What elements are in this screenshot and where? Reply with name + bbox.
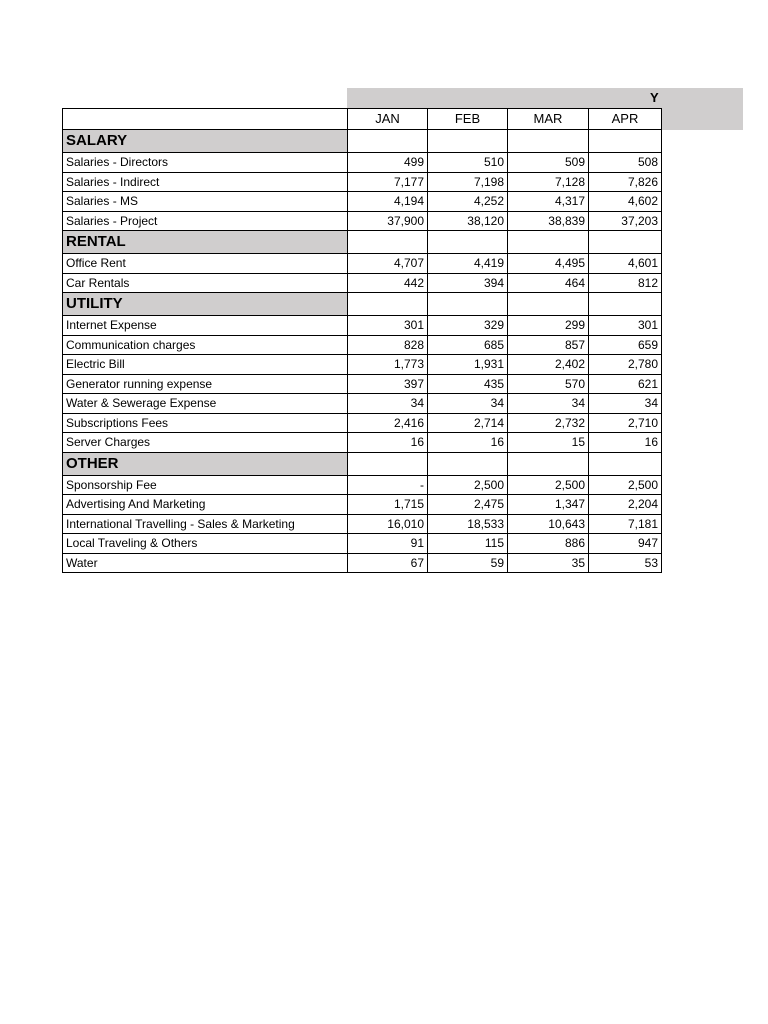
category-empty-cell [428,130,508,153]
row-label: Advertising And Marketing [63,495,348,515]
row-label: Salaries - Indirect [63,172,348,192]
value-cell-feb: 1,931 [428,355,508,375]
row-label: Subscriptions Fees [63,413,348,433]
value-cell-jan: 301 [348,316,428,336]
table-row [63,413,662,433]
category-empty-cell [428,231,508,254]
category-empty-cell [348,231,428,254]
category-empty-cell [348,452,428,475]
category-empty-cell [348,293,428,316]
value-cell-mar: 509 [508,153,589,173]
table-row [63,514,662,534]
row-label: Sponsorship Fee [63,475,348,495]
table-row [63,475,662,495]
value-cell-mar: 857 [508,335,589,355]
category-empty-cell [508,130,589,153]
row-label: Local Traveling & Others [63,534,348,554]
value-cell-apr: 659 [589,335,662,355]
category-row-rental [63,231,662,254]
value-cell-jan: 499 [348,153,428,173]
month-header-row [63,109,662,130]
value-cell-apr: 2,780 [589,355,662,375]
category-title: RENTAL [63,231,348,254]
value-cell-mar: 1,347 [508,495,589,515]
value-cell-apr: 2,500 [589,475,662,495]
value-cell-mar: 35 [508,553,589,573]
year-header-label: Y [650,90,659,105]
value-cell-jan: 34 [348,394,428,414]
expense-table [62,108,662,573]
category-row-utility [63,293,662,316]
value-cell-jan: 91 [348,534,428,554]
month-header-apr: APR [589,109,662,130]
value-cell-feb: 2,475 [428,495,508,515]
value-cell-mar: 4,317 [508,192,589,212]
category-row-other [63,452,662,475]
value-cell-jan: 828 [348,335,428,355]
value-cell-apr: 4,601 [589,254,662,274]
value-cell-jan: 442 [348,273,428,293]
row-label: Water & Sewerage Expense [63,394,348,414]
value-cell-jan: 4,707 [348,254,428,274]
table-row [63,394,662,414]
row-label: Car Rentals [63,273,348,293]
value-cell-apr: 16 [589,433,662,453]
table-row [63,495,662,515]
value-cell-apr: 7,826 [589,172,662,192]
value-cell-feb: 510 [428,153,508,173]
category-empty-cell [589,130,662,153]
value-cell-jan: 4,194 [348,192,428,212]
value-cell-apr: 301 [589,316,662,336]
table-row [63,153,662,173]
value-cell-feb: 115 [428,534,508,554]
value-cell-feb: 329 [428,316,508,336]
value-cell-mar: 10,643 [508,514,589,534]
table-row [63,316,662,336]
value-cell-feb: 685 [428,335,508,355]
value-cell-jan: 1,715 [348,495,428,515]
value-cell-apr: 947 [589,534,662,554]
value-cell-feb: 59 [428,553,508,573]
value-cell-feb: 34 [428,394,508,414]
row-label: Server Charges [63,433,348,453]
value-cell-feb: 2,500 [428,475,508,495]
value-cell-feb: 435 [428,374,508,394]
value-cell-jan: 37,900 [348,211,428,231]
value-cell-jan: 7,177 [348,172,428,192]
category-empty-cell [589,452,662,475]
value-cell-mar: 7,128 [508,172,589,192]
value-cell-mar: 2,402 [508,355,589,375]
category-empty-cell [508,293,589,316]
table-row [63,355,662,375]
value-cell-jan: 67 [348,553,428,573]
row-label: Salaries - Directors [63,153,348,173]
value-cell-mar: 886 [508,534,589,554]
table-row [63,254,662,274]
value-cell-mar: 34 [508,394,589,414]
category-empty-cell [348,130,428,153]
value-cell-apr: 53 [589,553,662,573]
value-cell-mar: 2,500 [508,475,589,495]
table-row [63,273,662,293]
value-cell-jan: 1,773 [348,355,428,375]
value-cell-mar: 2,732 [508,413,589,433]
value-cell-jan: 397 [348,374,428,394]
category-empty-cell [508,231,589,254]
table-row [63,374,662,394]
value-cell-feb: 2,714 [428,413,508,433]
value-cell-mar: 4,495 [508,254,589,274]
row-label: Internet Expense [63,316,348,336]
value-cell-apr: 508 [589,153,662,173]
value-cell-apr: 812 [589,273,662,293]
table-row [63,192,662,212]
month-header-jan: JAN [348,109,428,130]
value-cell-jan: 16 [348,433,428,453]
value-cell-jan: 16,010 [348,514,428,534]
category-title: UTILITY [63,293,348,316]
row-label: Electric Bill [63,355,348,375]
value-cell-apr: 621 [589,374,662,394]
table-row [63,211,662,231]
value-cell-apr: 2,710 [589,413,662,433]
value-cell-feb: 7,198 [428,172,508,192]
category-empty-cell [428,293,508,316]
category-empty-cell [589,231,662,254]
value-cell-feb: 4,252 [428,192,508,212]
value-cell-feb: 38,120 [428,211,508,231]
table-row [63,553,662,573]
row-label: Communication charges [63,335,348,355]
row-label: Generator running expense [63,374,348,394]
value-cell-feb: 18,533 [428,514,508,534]
value-cell-jan: - [348,475,428,495]
value-cell-apr: 4,602 [589,192,662,212]
category-row-salary [63,130,662,153]
value-cell-feb: 16 [428,433,508,453]
month-header-mar: MAR [508,109,589,130]
row-label: Salaries - MS [63,192,348,212]
value-cell-mar: 38,839 [508,211,589,231]
category-empty-cell [428,452,508,475]
table-row [63,172,662,192]
category-empty-cell [508,452,589,475]
value-cell-mar: 464 [508,273,589,293]
value-cell-mar: 570 [508,374,589,394]
row-label: International Travelling - Sales & Marketing [63,514,348,534]
category-empty-cell [589,293,662,316]
value-cell-apr: 7,181 [589,514,662,534]
table-row [63,433,662,453]
value-cell-feb: 394 [428,273,508,293]
value-cell-apr: 34 [589,394,662,414]
row-label: Water [63,553,348,573]
value-cell-jan: 2,416 [348,413,428,433]
value-cell-apr: 2,204 [589,495,662,515]
header-corner-cell [63,109,348,130]
table-row [63,534,662,554]
value-cell-feb: 4,419 [428,254,508,274]
value-cell-mar: 299 [508,316,589,336]
row-label: Salaries - Project [63,211,348,231]
value-cell-apr: 37,203 [589,211,662,231]
row-label: Office Rent [63,254,348,274]
table-row [63,335,662,355]
month-header-feb: FEB [428,109,508,130]
category-title: OTHER [63,452,348,475]
value-cell-mar: 15 [508,433,589,453]
category-title: SALARY [63,130,348,153]
